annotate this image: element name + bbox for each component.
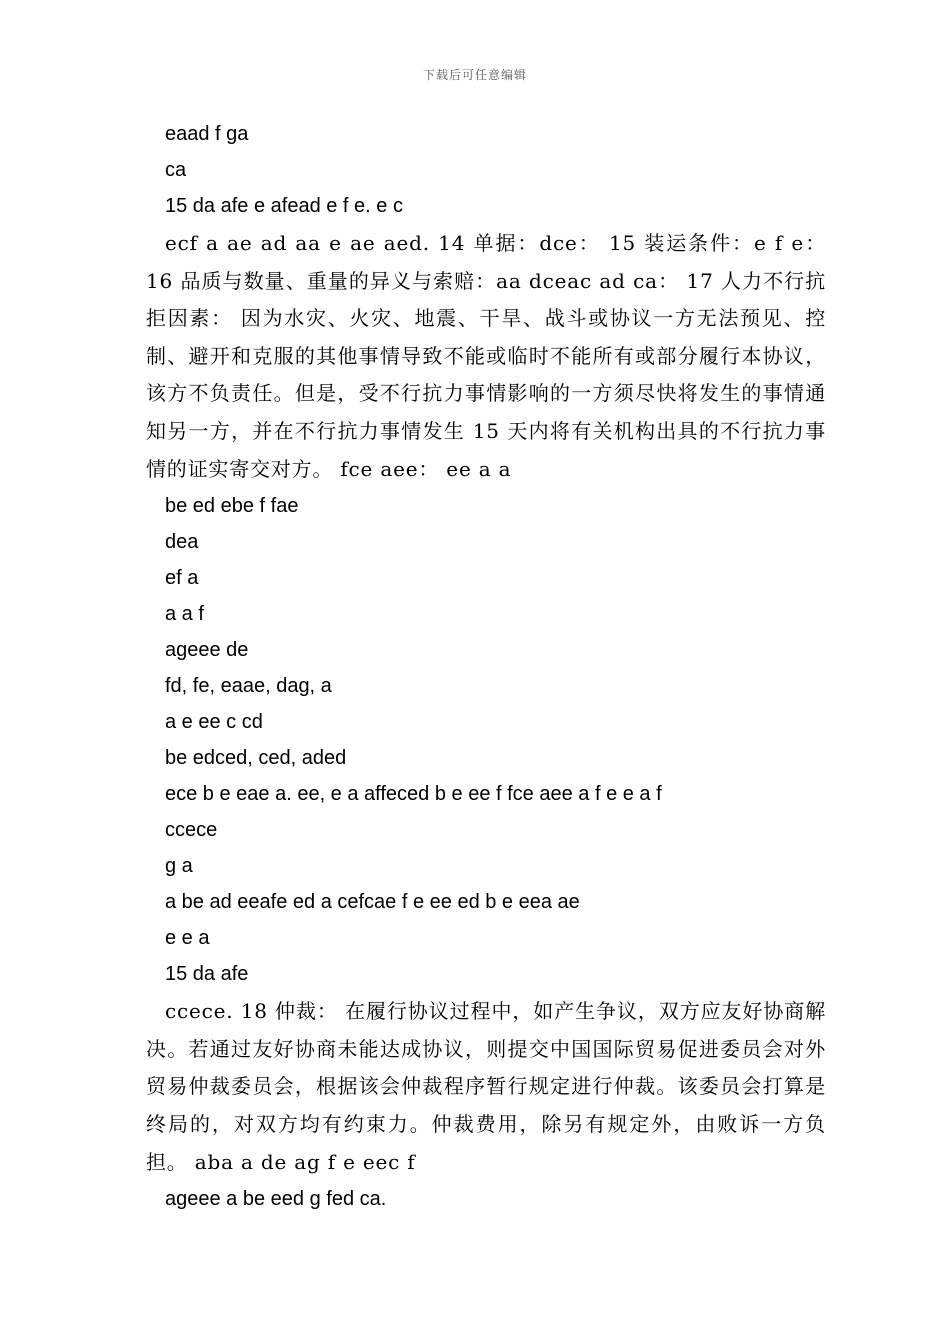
text-line: be ed ebe f fae [165,495,299,518]
text-line: 15 da afe e afead e f e. e c [165,195,403,217]
text-line: dea [165,531,199,554]
text-line: be edced, ced, aded [165,747,347,770]
page-header: 下载后可任意编辑 [422,68,527,82]
text-line: e e a [165,927,210,950]
text-line: a be ad eeafe ed a cefcae f e ee ed b e eea ae [165,891,580,914]
paragraph-arbitration: ccece. 18 仲裁： 在履行协议过程中，如产生争议，双方应友好协商解决。若通过友好协商未能达成协议，则提交中国国际贸易促进委员会对外贸易仲裁委员会，根据该会仲裁程序暂行规定进行仲裁。该委员会打算是终局的，对双方均有约束力。仲裁费用，除另有规定外，由败诉一方负担。 aba a de ag f e eec f [146,999,826,1174]
text-line: fd, fe, eaae, dag, a [165,675,332,698]
document-body [146,116,826,1217]
paragraph-force-majeure: ecf a ae ad aa e ae aed. 14 单据：dce： 15 装运条件：e f e： 16 品质与数量、重量的异义与索赔：aa dceac ad ca： 17 人力不行抗拒因素： 因为水灾、火灾、地震、干旱、战斗或协议一方无法预见、控制、避开和克服的其他事情导致不能或临时不能所有或部分履行本协议，该方不负责任。但是，受不行抗力事情影响的一方须尽快将发生的事情通知另一方，并在不行抗力事情发生 15 天内将有关机构出具的不行抗力事情的证实寄交对方。 fce aee： ee a a [146,231,826,481]
text-line: ccece [165,819,218,842]
text-line: ece b e eae a. ee, e a affeced b e ee f fce aee a f e e a f [165,783,662,806]
text-line: eaad f ga [165,123,249,145]
text-line: ca [165,159,187,181]
text-line: ef a [165,567,199,590]
text-line: ageee a be eed g fed ca. [165,1188,387,1211]
text-line: 15 da afe [165,963,249,986]
text-line: g a [165,855,193,878]
text-line: a e ee c cd [165,711,263,734]
text-line: a a f [165,603,204,626]
text-line: ageee de [165,639,249,662]
